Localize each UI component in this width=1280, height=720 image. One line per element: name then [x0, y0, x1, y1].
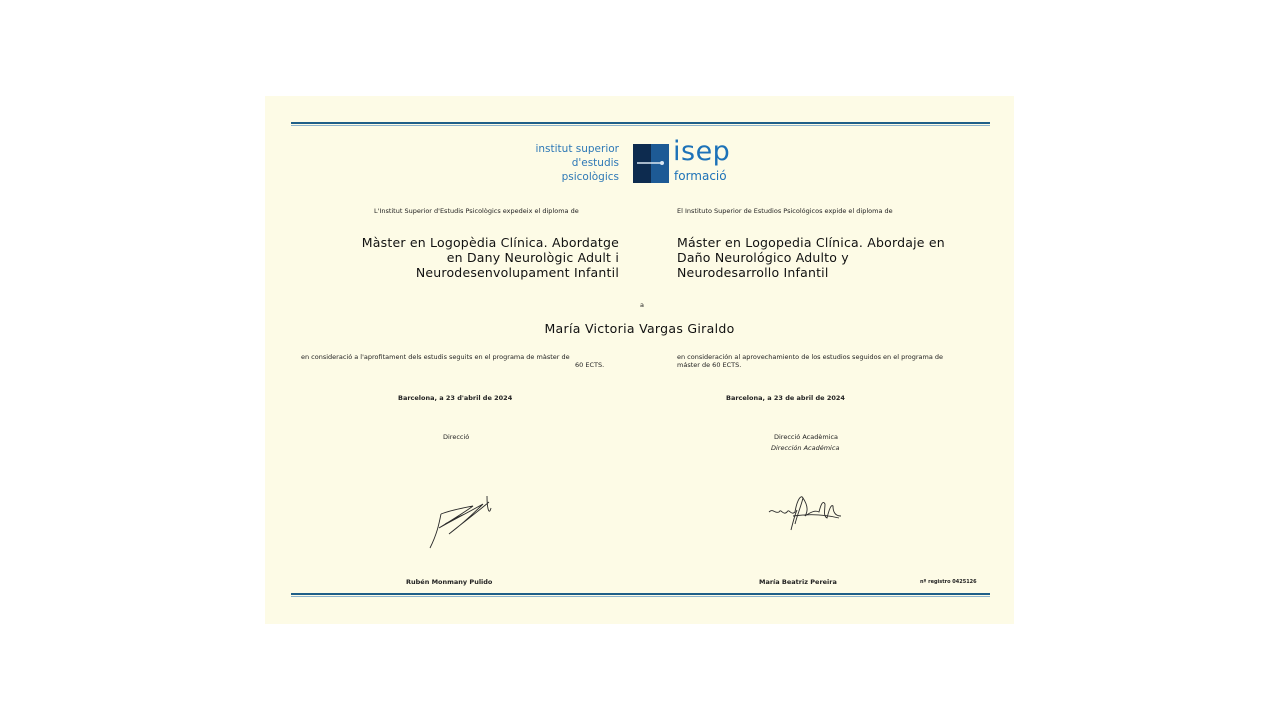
bottom-border-rule [291, 593, 990, 598]
title-spanish [677, 235, 945, 280]
logo-line-1: institut superior [535, 143, 619, 155]
registry-number: nº registro 0425126 [920, 579, 977, 585]
intro-spanish: El Instituto Superior de Estudios Psicológicos expide el diploma de [677, 207, 893, 215]
recipient-name: María Victoria Vargas Giraldo [544, 321, 735, 336]
connector-a: a [640, 301, 644, 309]
logo-subtitle: formació [674, 169, 727, 183]
role-left: Direcció [443, 433, 470, 441]
logo-line-3: psicològics [561, 171, 619, 183]
isep-emblem-icon [633, 144, 669, 183]
isep-logo [535, 136, 735, 186]
role-right-catalan: Direcció Acadèmica [774, 433, 839, 441]
intro-catalan: L'Institut Superior d'Estudis Psicològics expedeix el diploma de [374, 207, 579, 215]
title-catalan [362, 235, 619, 280]
title-catalan-line: en Dany Neurològic Adult i [446, 250, 619, 265]
role-right-spanish: Dirección Académica [771, 444, 840, 452]
logo-line-2: d'estudis [571, 157, 619, 169]
date-spanish: Barcelona, a 23 de abril de 2024 [726, 394, 845, 402]
signature-right [767, 490, 847, 536]
signer-left: Rubén Monmany Pulido [406, 578, 493, 586]
consideration-spanish-line-2: máster de 60 ECTS. [677, 361, 742, 369]
date-catalan: Barcelona, a 23 d'abril de 2024 [398, 394, 513, 402]
logo-brand: isep [673, 136, 731, 167]
title-spanish-line: Daño Neurológico Adulto y [677, 250, 849, 265]
title-spanish-line: Neurodesarrollo Infantil [677, 265, 829, 280]
consideration-catalan-line-2: 60 ECTS. [575, 361, 605, 369]
top-border-rule [291, 122, 990, 127]
diploma-certificate [265, 96, 1014, 624]
title-catalan-line: Màster en Logopèdia Clínica. Abordatge [361, 235, 619, 250]
consideration-spanish-line-1: en consideración al aprovechamiento de los estudios seguidos en el programa de [677, 353, 944, 361]
signer-right: María Beatriz Pereira [759, 578, 837, 586]
consideration-catalan-line-1: en consideració a l'aprofitament dels estudis seguits en el programa de màster de [301, 353, 570, 361]
signature-left [425, 494, 495, 550]
title-catalan-line: Neurodesenvolupament Infantil [415, 265, 619, 280]
title-spanish-line: Máster en Logopedia Clínica. Abordaje en [677, 235, 945, 250]
